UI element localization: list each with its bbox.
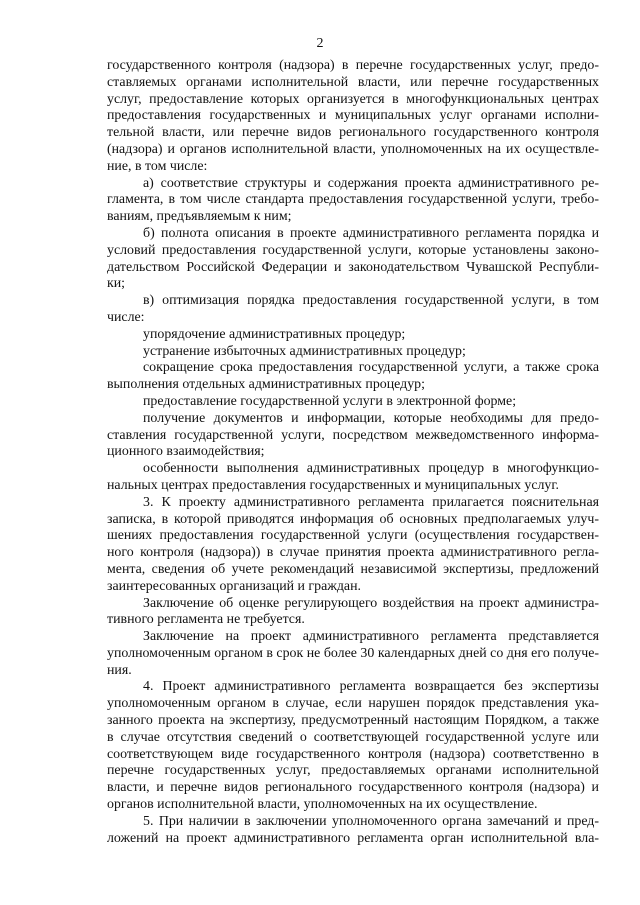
paragraph-v xyxy=(107,293,599,327)
text-line: дательством Российской Федерации и законодательством Чувашской Республи- xyxy=(107,259,599,275)
paragraph-v6 xyxy=(107,461,599,495)
text-line: ставления государственной услуги, посредством межведомственного информа- xyxy=(107,427,599,443)
text-line: Заключение на проект административного регламента представляется xyxy=(143,629,599,645)
paragraph-v1 xyxy=(107,327,599,344)
text-line: предоставление государственной услуги в электронной форме; xyxy=(143,393,517,409)
text-line: тельной власти, или перечне видов регионального государственного контроля xyxy=(107,125,599,141)
text-line: ние, в том числе: xyxy=(107,158,208,174)
text-line: ного контроля (надзора)) в случае принятия проекта административного регла- xyxy=(107,545,599,561)
text-line: выполнения отдельных административных процедур; xyxy=(107,377,425,393)
text-line: услуг, предоставление которых организуется в многофункциональных центрах xyxy=(107,91,599,107)
text-line: перечне государственных услуг, предоставляемых органами исполнительной xyxy=(107,763,599,779)
text-line: (надзора) и органов исполнительной власти, уполномоченных на их осуществле- xyxy=(107,141,599,157)
document-body xyxy=(107,58,599,847)
text-line: соответствующем виде государственного контроля (надзора) соответственно в xyxy=(107,746,599,762)
text-line: шениях предоставления государственной услуги (осуществления государствен- xyxy=(107,528,599,544)
text-line: б) полнота описания в проекте административного регламента порядка и xyxy=(143,225,599,241)
text-line: органов исполнительной власти, уполномоченных на их осуществление. xyxy=(107,797,538,813)
text-line: ционного взаимодействия; xyxy=(107,444,265,460)
text-line: власти, и перечне видов регионального государственного контроля (надзора) и xyxy=(107,780,599,796)
text-line: а) соответствие структуры и содержания проекта административного ре- xyxy=(143,175,599,191)
text-line: в случае отсутствия сведений о соответствующей государственной услуге или xyxy=(107,729,599,745)
paragraph-b xyxy=(107,226,599,293)
text-line: уполномоченным органом в случае, если нарушен порядок представления ука- xyxy=(107,696,599,712)
paragraph-v5 xyxy=(107,411,599,461)
paragraph-p4 xyxy=(107,679,599,813)
paragraph-p3 xyxy=(107,495,599,596)
paragraph-v4 xyxy=(107,394,599,411)
text-line: гламента, в том числе стандарта предоставления государственной услуги, требо- xyxy=(107,192,599,208)
text-line: ния. xyxy=(107,662,132,678)
text-line: 4. Проект административного регламента возвращается без экспертизы xyxy=(143,679,599,695)
text-line: особенности выполнения административных процедур в многофункцио- xyxy=(143,461,599,477)
text-line: ставляемых органами исполнительной власти, или перечне государственных xyxy=(107,74,599,90)
text-line: 5. При наличии в заключении уполномоченного органа замечаний и пред- xyxy=(143,813,599,829)
text-line: мента, сведения об учете рекомендаций независимой экспертизы, предложений xyxy=(107,561,599,577)
paragraph-p3c xyxy=(107,629,599,679)
text-line: Заключение об оценке регулирующего воздействия на проект администра- xyxy=(143,595,599,611)
text-line: тивного регламента не требуется. xyxy=(107,612,305,628)
paragraph-v3 xyxy=(107,360,599,394)
text-line: записка, в которой приводятся информация об основных предполагаемых улуч- xyxy=(107,511,599,527)
text-line: уполномоченным органом в срок не более 30 календарных дней со дня его получе- xyxy=(107,645,599,661)
text-line: упорядочение административных процедур; xyxy=(143,326,406,342)
text-line: получение документов и информации, которые необходимы для предо- xyxy=(143,410,599,426)
text-line: 3. К проекту административного регламента прилагается пояснительная xyxy=(143,494,599,510)
paragraph-a xyxy=(107,176,599,226)
text-line: сокращение срока предоставления государственной услуги, а также срока xyxy=(143,360,599,376)
text-line: ложений на проект административного регламента орган исполнительной вла- xyxy=(107,830,599,846)
text-line: занного проекта на экспертизу, предусмотренный настоящим Порядком, а также xyxy=(107,713,599,729)
paragraph-p5 xyxy=(107,814,599,848)
text-line: условий предоставления государственной услуги, которые установлены законо- xyxy=(107,242,599,258)
paragraph-p3b xyxy=(107,596,599,630)
text-line: в) оптимизация порядка предоставления государственной услуги, в том xyxy=(143,293,599,309)
text-line: государственного контроля (надзора) в перечне государственных услуг, предо- xyxy=(107,58,599,73)
paragraph-v2 xyxy=(107,344,599,361)
page-number: 2 xyxy=(316,36,324,51)
text-line: нальных центрах предоставления государственных и муниципальных услуг. xyxy=(107,477,559,493)
text-line: устранение избыточных административных процедур; xyxy=(143,343,466,359)
text-line: предоставления государственных и муниципальных услуг органами исполни- xyxy=(107,108,599,124)
text-line: заинтересованных организаций и граждан. xyxy=(107,578,361,594)
paragraph-cont xyxy=(107,58,599,176)
text-line: ки; xyxy=(107,276,126,292)
text-line: ваниям, предъявляемым к ним; xyxy=(107,209,292,225)
text-line: числе: xyxy=(107,309,145,325)
